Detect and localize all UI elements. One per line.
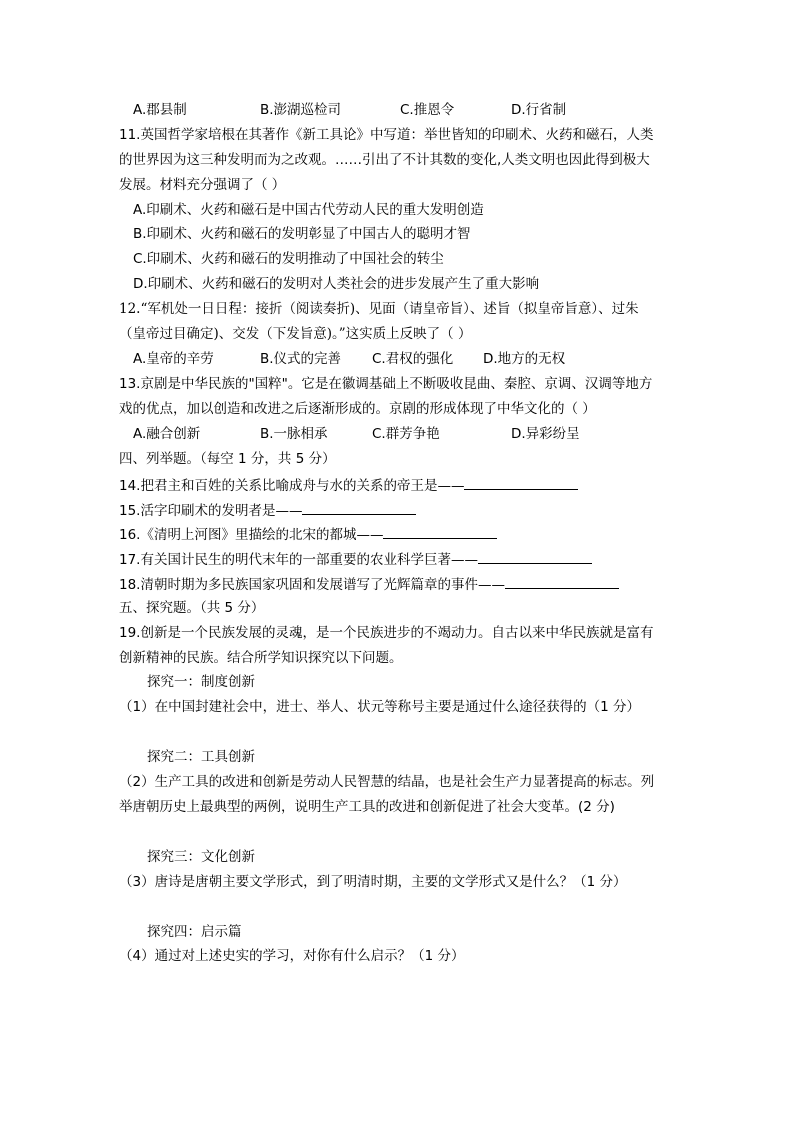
q13-option-d: D.异彩纷呈 bbox=[511, 426, 580, 442]
q13-option-c: C.群芳争艳 bbox=[372, 426, 440, 442]
fill-item-14-text: 14.把君主和百姓的关系比喻成舟与水的关系的帝王是—— bbox=[119, 478, 465, 494]
fill-item-15-text: 15.活字印刷术的发明者是—— bbox=[119, 503, 303, 519]
fill-blank-14[interactable] bbox=[464, 475, 578, 490]
section5-title: 五、探究题。（共 5 分） bbox=[119, 600, 265, 616]
fill-item-17 bbox=[119, 549, 679, 569]
explore-3-question: （3）唐诗是唐朝主要文学形式，到了明清时期，主要的文学形式又是什么？（1 分） bbox=[119, 874, 627, 890]
q12-stem-line-2: （皇帝过目确定)、交发（下发旨意)。”这实质上反映了（ ） bbox=[119, 326, 472, 342]
explore-1-heading: 探究一：制度创新 bbox=[147, 674, 255, 690]
q12-option-a: A.皇帝的辛劳 bbox=[133, 351, 214, 367]
q12-option-b: B.仪式的完善 bbox=[260, 351, 342, 367]
q11-stem-line-1: 11.英国哲学家培根在其著作《新工具论》中写道：举世皆知的印刷术、火药和磁石，人类 bbox=[119, 127, 654, 143]
q11-option-c: C.印刷术、火药和磁石的发明推动了中国社会的转尘 bbox=[133, 251, 444, 267]
fill-item-18 bbox=[119, 574, 679, 594]
q10-option-a: A.郡县制 bbox=[133, 102, 187, 118]
q13-option-a: A.融合创新 bbox=[133, 426, 201, 442]
q12-option-d: D.地方的无权 bbox=[483, 351, 566, 367]
section4-title: 四、列举题。（每空 1 分，共 5 分） bbox=[119, 451, 336, 467]
q19-intro-line-1: 19.创新是一个民族发展的灵魂，是一个民族进步的不竭动力。自古以来中华民族就是富有 bbox=[119, 625, 654, 641]
q13-stem-line-1: 13.京剧是中华民族的"国粹"。它是在徽调基础上不断吸收昆曲、秦腔、京调、汉调等地方 bbox=[119, 376, 653, 392]
fill-item-15 bbox=[119, 500, 679, 520]
explore-3-heading: 探究三：文化创新 bbox=[147, 849, 255, 865]
q11-stem-line-2: 的世界因为这三种发明而为之改观。……引出了不计其数的变化,人类文明也因此得到极大 bbox=[119, 152, 650, 168]
explore-4-heading: 探究四：启示篇 bbox=[147, 924, 242, 940]
q11-option-b: B.印刷术、火药和磁石的发明彰显了中国古人的聪明才智 bbox=[133, 226, 471, 242]
q10-option-d: D.行省制 bbox=[511, 102, 567, 118]
explore-1-question: （1）在中国封建社会中，进士、举人、状元等称号主要是通过什么途径获得的（1 分） bbox=[119, 699, 640, 715]
fill-blank-18[interactable] bbox=[505, 574, 619, 589]
explore-2-question-line-2: 举唐朝历史上最典型的两例，说明生产工具的改进和创新促进了社会大变革。(2 分) bbox=[119, 799, 615, 815]
q13-option-b: B.一脉相承 bbox=[260, 426, 328, 442]
fill-item-17-text: 17.有关国计民生的明代末年的一部重要的农业科学巨著—— bbox=[119, 552, 478, 568]
explore-4-question: （4）通过对上述史实的学习，对你有什么启示？（1 分） bbox=[119, 948, 465, 964]
fill-blank-17[interactable] bbox=[478, 549, 592, 564]
q11-option-a: A.印刷术、火药和磁石是中国古代劳动人民的重大发明创造 bbox=[133, 202, 484, 218]
fill-blank-15[interactable] bbox=[302, 500, 416, 515]
fill-item-16-text: 16.《清明上河图》里描绘的北宋的都城—— bbox=[119, 527, 384, 543]
q10-option-c: C.推恩令 bbox=[400, 102, 455, 118]
q13-stem-line-2: 戏的优点，加以创造和改进之后逐渐形成的。京剧的形成体现了中华文化的（ ） bbox=[119, 401, 596, 417]
fill-blank-16[interactable] bbox=[383, 524, 497, 539]
q11-stem-line-3: 发展。材料充分强调了（ ） bbox=[119, 177, 286, 193]
q12-stem-line-1: 12.“军机处一日日程：接折（阅读奏折)、见面（请皇帝旨）、述旨（拟皇帝旨意）、过朱 bbox=[119, 301, 639, 317]
explore-2-question-line-1: （2）生产工具的改进和创新是劳动人民智慧的结晶，也是社会生产力显著提高的标志。列 bbox=[119, 774, 655, 790]
fill-item-16 bbox=[119, 524, 679, 544]
fill-item-18-text: 18.清朝时期为多民族国家巩固和发展谱写了光辉篇章的事件—— bbox=[119, 577, 505, 593]
fill-item-14 bbox=[119, 475, 679, 495]
q10-option-b: B.澎湖巡检司 bbox=[260, 102, 342, 118]
q12-option-c: C.君权的强化 bbox=[372, 351, 454, 367]
q11-option-d: D.印刷术、火药和磁石的发明对人类社会的进步发展产生了重大影响 bbox=[133, 276, 540, 292]
explore-2-heading: 探究二：工具创新 bbox=[147, 749, 255, 765]
q19-intro-line-2: 创新精神的民族。结合所学知识探究以下问题。 bbox=[119, 650, 403, 666]
